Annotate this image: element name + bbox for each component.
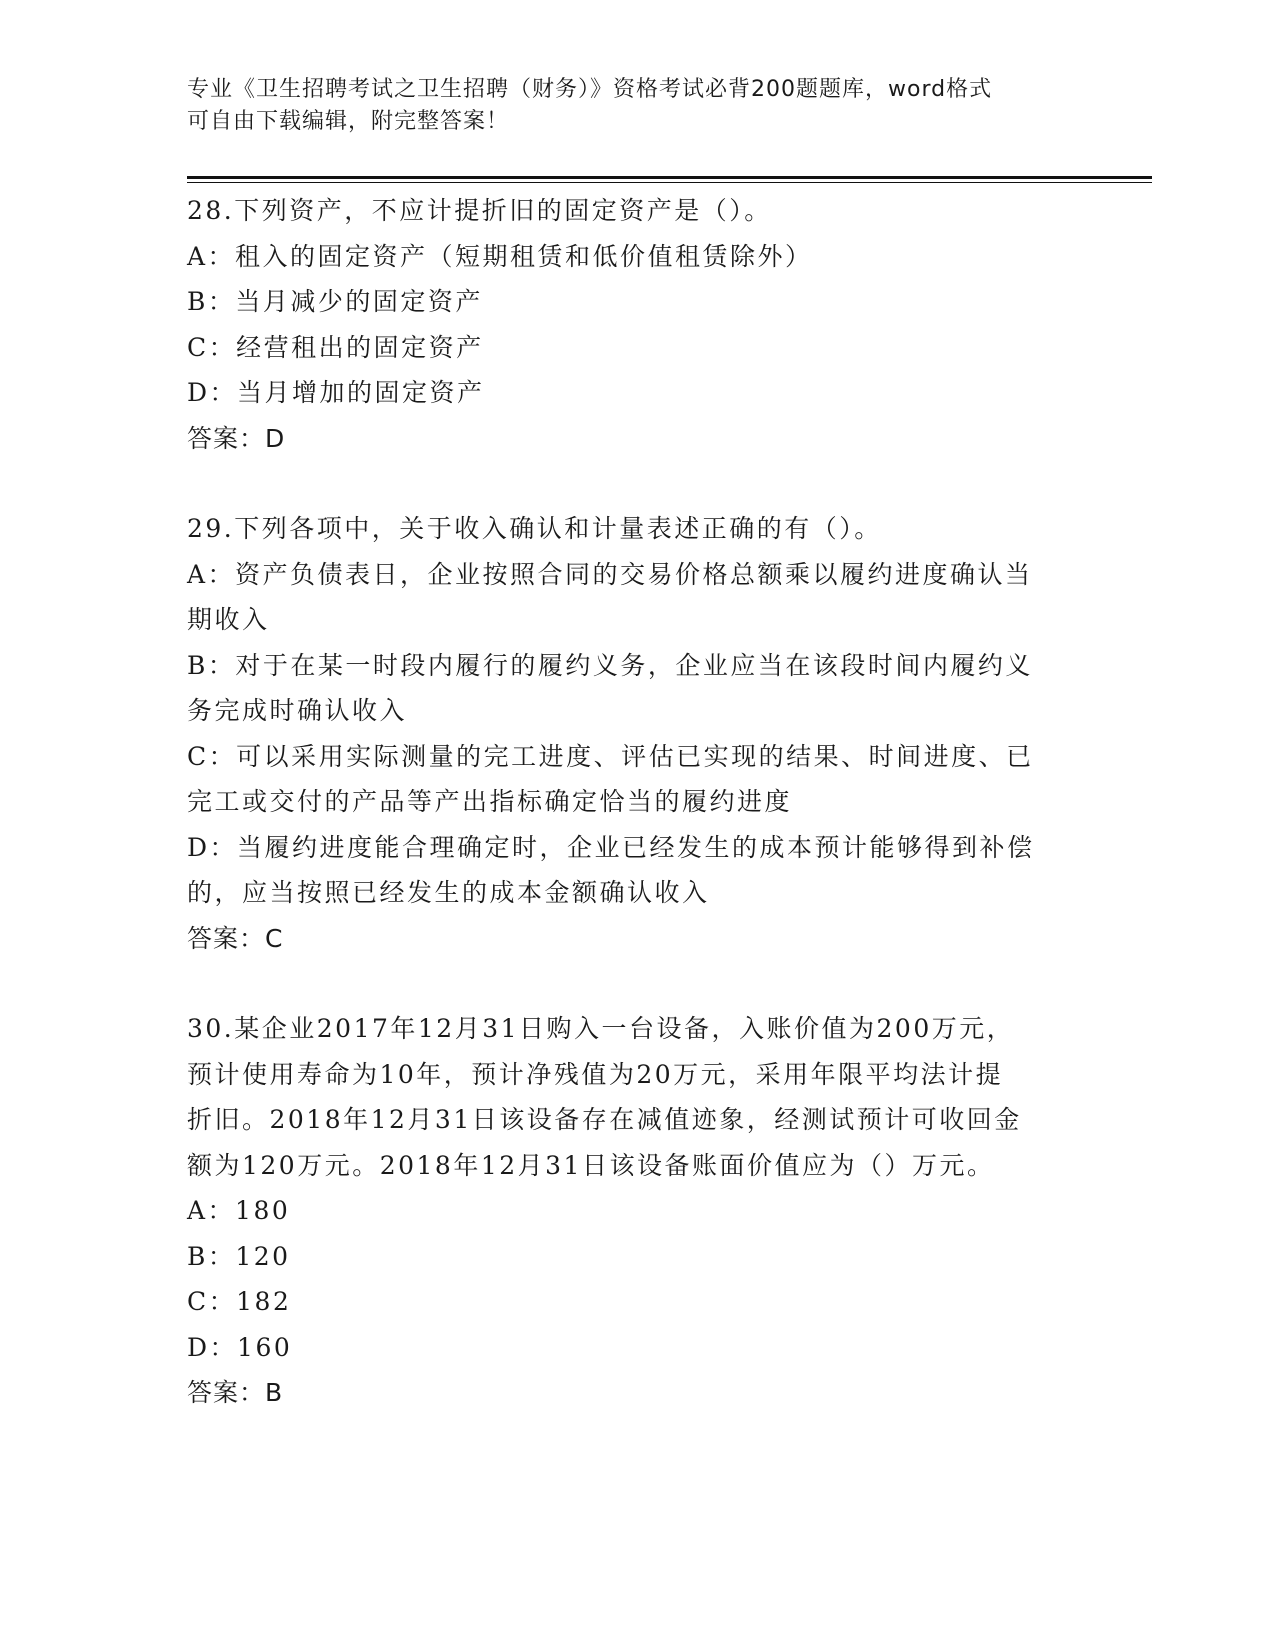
answer-line: 答案：D bbox=[187, 423, 286, 453]
option-a: A：租入的固定资产（短期租赁和低价值租赁除外） bbox=[187, 241, 813, 271]
option-a: A：资产负债表日，企业按照合同的交易价格总额乘以履约进度确认当 bbox=[187, 559, 1033, 589]
question-stem-continued: 预计使用寿命为10年，预计净残值为20万元，采用年限平均法计提 bbox=[187, 1059, 1004, 1089]
answer-line: 答案：C bbox=[187, 923, 284, 953]
question-28 bbox=[187, 188, 1087, 461]
question-stem: 29.下列各项中，关于收入确认和计量表述正确的有（）。 bbox=[187, 514, 882, 543]
option-a-continued: 期收入 bbox=[187, 605, 270, 634]
document-header bbox=[187, 74, 1067, 138]
option-c: C：经营租出的固定资产 bbox=[187, 332, 484, 362]
option-d: D：当履约进度能合理确定时，企业已经发生的成本预计能够得到补偿 bbox=[187, 832, 1035, 862]
option-d: D：当月增加的固定资产 bbox=[187, 378, 485, 407]
header-line: 专业《卫生招聘考试之卫生招聘（财务）》资格考试必背200题题库，word格式 bbox=[187, 77, 993, 102]
question-list bbox=[187, 188, 1087, 1461]
option-a: A：180 bbox=[187, 1196, 291, 1225]
header-divider-thin bbox=[187, 182, 1152, 183]
option-d: D：160 bbox=[187, 1332, 293, 1362]
question-stem-continued: 折旧。2018年12月31日该设备存在减值迹象，经测试预计可收回金 bbox=[187, 1105, 1022, 1134]
header-line: 可自由下载编辑，附完整答案！ bbox=[187, 109, 510, 134]
option-d-continued: 的，应当按照已经发生的成本金额确认收入 bbox=[187, 878, 710, 907]
option-b-continued: 务完成时确认收入 bbox=[187, 696, 408, 725]
question-30 bbox=[187, 1006, 1087, 1416]
option-b: B：120 bbox=[187, 1241, 291, 1271]
option-b: B：当月减少的固定资产 bbox=[187, 287, 483, 316]
option-c: C：可以采用实际测量的完工进度、评估已实现的结果、时间进度、已 bbox=[187, 741, 1034, 771]
question-29 bbox=[187, 506, 1087, 961]
header-divider-thick bbox=[187, 176, 1152, 179]
question-stem-continued: 额为120万元。2018年12月31日该设备账面价值应为（）万元。 bbox=[187, 1150, 995, 1180]
question-stem: 28.下列资产，不应计提折旧的固定资产是（）。 bbox=[187, 196, 772, 225]
option-b: B：对于在某一时段内履行的履约义务，企业应当在该段时间内履约义 bbox=[187, 650, 1033, 680]
answer-line: 答案：B bbox=[187, 1378, 284, 1407]
option-c: C：182 bbox=[187, 1287, 292, 1316]
question-stem: 30.某企业2017年12月31日购入一台设备，入账价值为200万元， bbox=[187, 1014, 1015, 1043]
option-c-continued: 完工或交付的产品等产出指标确定恰当的履约进度 bbox=[187, 787, 793, 816]
